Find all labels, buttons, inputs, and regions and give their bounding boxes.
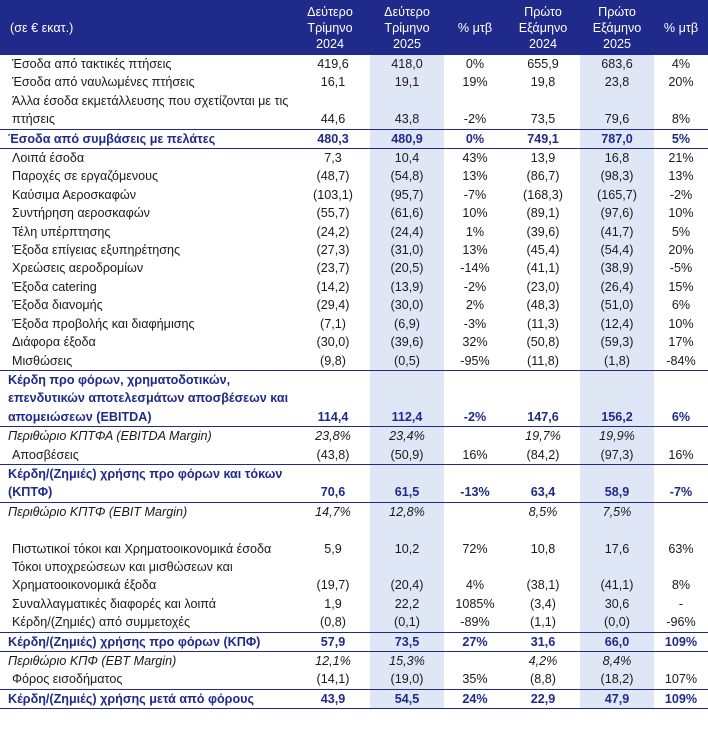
- table-row: [0, 502, 708, 521]
- cell-h-change: -: [678, 596, 684, 611]
- cell-q2-2024: 1,9: [324, 596, 342, 611]
- row-label: Περιθώριο ΚΠΤΦΑ (EBITDA Margin): [8, 429, 212, 444]
- table-row: [0, 223, 708, 241]
- cell-h1-2024: 655,9: [527, 57, 559, 71]
- cell-q2-2025: 73,5: [370, 632, 444, 651]
- cell-h-change: -84%: [666, 353, 696, 368]
- header-h1-2025: Πρώτο Εξάμηνο 2025: [580, 0, 654, 55]
- cell-q-change: 43%: [462, 151, 488, 166]
- cell-q2-2025: 19,1: [370, 73, 444, 91]
- cell-q-change: 0%: [444, 129, 506, 148]
- cell-q2-2024: (43,8): [316, 447, 350, 462]
- cell-h1-2024: 749,1: [506, 129, 580, 148]
- row-label: Περιθώριο ΚΠΦ (EBT Margin): [8, 653, 177, 668]
- cell-q2-2025: (39,6): [370, 333, 444, 351]
- cell-h-change: 63%: [668, 541, 694, 556]
- cell-q2-2024: 14,7%: [315, 504, 351, 519]
- cell-q-change: [444, 651, 506, 670]
- row-label: Έξοδα διανομής: [12, 298, 103, 313]
- cell-q2-2025: (19,0): [370, 670, 444, 689]
- cell-h-change: 21%: [668, 151, 694, 166]
- row-label: Περιθώριο ΚΠΤΦ (EBIT Margin): [8, 504, 188, 519]
- cell-h1-2024: (45,4): [526, 243, 560, 258]
- cell-q2-2025: (31,0): [370, 241, 444, 259]
- cell-q-change: -89%: [460, 615, 490, 630]
- cell-q2-2024: (55,7): [316, 206, 350, 221]
- cell-h1-2024: (48,3): [526, 298, 560, 313]
- cell-h1-2024: (84,2): [526, 447, 560, 462]
- table-row: [0, 149, 708, 168]
- cell-q-change: 32%: [462, 335, 488, 350]
- cell-h-change: [654, 502, 708, 521]
- cell-q-change: -2%: [444, 370, 506, 426]
- cell-h1-2024: (23,0): [526, 279, 560, 294]
- cell-q2-2024: 7,3: [324, 151, 342, 166]
- cell-q2-2025: (95,7): [370, 186, 444, 204]
- cell-q2-2024: (7,1): [320, 316, 346, 331]
- cell-q-change: 10%: [462, 206, 488, 221]
- cell-q2-2024: (29,4): [316, 298, 350, 313]
- cell-h1-2025: (0,0): [580, 613, 654, 632]
- cell-q2-2025: (0,1): [370, 613, 444, 632]
- cell-q2-2024: (19,7): [316, 578, 350, 593]
- cell-q2-2025: 112,4: [370, 370, 444, 426]
- cell-q-change: -13%: [444, 464, 506, 502]
- cell-q2-2024: (14,1): [316, 672, 350, 687]
- cell-q-change: 72%: [462, 541, 488, 556]
- cell-h1-2025: 79,6: [580, 92, 654, 129]
- cell-q2-2025: (30,0): [370, 296, 444, 314]
- table-row: [0, 186, 708, 204]
- cell-h-change: 107%: [664, 672, 698, 687]
- cell-q-change: -7%: [463, 187, 487, 202]
- cell-q2-2024: (0,8): [320, 615, 346, 630]
- cell-h1-2024: 10,8: [530, 541, 556, 556]
- cell-h1-2025: 23,8: [580, 73, 654, 91]
- table-row: [0, 427, 708, 446]
- cell-q2-2025: 61,5: [370, 464, 444, 502]
- cell-h-change: 13%: [668, 169, 694, 184]
- cell-h1-2025: (97,3): [580, 446, 654, 465]
- cell-h-change: -2%: [669, 187, 693, 202]
- cell-q2-2024: (30,0): [316, 335, 350, 350]
- table-row: [0, 73, 708, 91]
- row-label: Κέρδη προ φόρων, χρηματοδοτικών, επενδυτικών αποτελεσμάτων αποσβέσεων και απομειώσεων (EBITDA): [0, 370, 290, 426]
- cell-q-change: 19%: [462, 75, 488, 90]
- cell-h1-2025: (98,3): [580, 167, 654, 185]
- cell-h-change: [654, 651, 708, 670]
- cell-q-change: -95%: [460, 353, 490, 368]
- table-row: [0, 333, 708, 351]
- cell-h-change: 15%: [668, 279, 694, 294]
- cell-q-change: [444, 427, 506, 446]
- header-q2-2024: Δεύτερο Τρίμηνο 2024: [290, 0, 370, 55]
- cell-h1-2025: 30,6: [580, 595, 654, 613]
- cell-q2-2025: (54,8): [370, 167, 444, 185]
- cell-q-change: [444, 502, 506, 521]
- table-header-row: [0, 0, 708, 55]
- cell-q2-2025: (50,9): [370, 446, 444, 465]
- table-row: [0, 689, 708, 708]
- row-label: Συντήρηση αεροσκαφών: [12, 206, 150, 221]
- cell-h1-2025: 19,9%: [580, 427, 654, 446]
- cell-q2-2025: (6,9): [370, 315, 444, 333]
- cell-h1-2024: 31,6: [506, 632, 580, 651]
- cell-h-change: 16%: [668, 447, 694, 462]
- row-label: Κέρδη/(Ζημιές) χρήσης προ φόρων (ΚΠΦ): [0, 632, 290, 651]
- cell-q-change: -3%: [463, 316, 487, 331]
- cell-q-change: -2%: [463, 279, 487, 294]
- cell-q2-2025: 480,9: [370, 129, 444, 148]
- table-row: [0, 129, 708, 148]
- cell-h1-2025: (97,6): [580, 204, 654, 222]
- table-row: [0, 352, 708, 371]
- cell-q-change: 13%: [462, 169, 488, 184]
- cell-h-change: 20%: [668, 75, 694, 90]
- row-label: Παροχές σε εργαζόμενους: [12, 169, 159, 184]
- cell-h1-2025: (38,9): [580, 259, 654, 277]
- cell-q2-2024: (23,7): [316, 261, 350, 276]
- row-label: Τέλη υπέρπτησης: [12, 224, 111, 239]
- cell-h1-2025: (1,8): [580, 352, 654, 371]
- cell-q-change: 2%: [465, 298, 485, 313]
- cell-h1-2025: (51,0): [580, 296, 654, 314]
- cell-h-change: -96%: [666, 615, 696, 630]
- cell-h1-2024: 19,8: [530, 75, 556, 90]
- row-label: Άλλα έσοδα εκμετάλλευσης που σχετίζονται με τις πτήσεις: [12, 93, 289, 127]
- cell-h1-2024: 147,6: [506, 370, 580, 426]
- row-label: Έσοδα από συμβάσεις με πελάτες: [0, 129, 290, 148]
- cell-q2-2025: 12,8%: [370, 502, 444, 521]
- cell-q2-2024: (24,2): [316, 224, 350, 239]
- cell-h-change: 8%: [671, 578, 691, 593]
- cell-h-change: 8%: [671, 112, 691, 127]
- table-row: [0, 167, 708, 185]
- cell-h1-2024: 22,9: [506, 689, 580, 708]
- cell-h1-2025: (59,3): [580, 333, 654, 351]
- cell-q2-2024: 70,6: [290, 464, 370, 502]
- row-label: Μισθώσεις: [12, 353, 73, 368]
- cell-h1-2024: 19,7%: [525, 429, 561, 444]
- cell-h1-2024: (1,1): [530, 615, 556, 630]
- row-label: Έξοδα catering: [12, 279, 97, 294]
- cell-q-change: 1%: [465, 224, 485, 239]
- cell-h-change: 10%: [668, 316, 694, 331]
- cell-q-change: -2%: [463, 112, 487, 127]
- row-label: Φόρος εισοδήματος: [12, 672, 123, 687]
- table-body: [0, 55, 708, 709]
- cell-h1-2024: 73,5: [530, 112, 556, 127]
- cell-h1-2025: (18,2): [580, 670, 654, 689]
- cell-q-change: 27%: [444, 632, 506, 651]
- row-label: Έξοδα επίγειας εξυπηρέτησης: [12, 243, 181, 258]
- cell-q2-2025: (20,4): [370, 558, 444, 595]
- cell-h1-2025: 17,6: [580, 521, 654, 558]
- cell-h-change: [654, 427, 708, 446]
- row-label: Διάφορα έξοδα: [12, 335, 96, 350]
- table-row: [0, 241, 708, 259]
- cell-h1-2024: (3,4): [530, 596, 556, 611]
- table-row: [0, 278, 708, 296]
- table-row: [0, 632, 708, 651]
- cell-q-change: 13%: [462, 243, 488, 258]
- row-label: Χρεώσεις αεροδρομίων: [12, 261, 144, 276]
- table-row: [0, 613, 708, 632]
- cell-h1-2025: 787,0: [580, 129, 654, 148]
- cell-q2-2024: (48,7): [316, 169, 350, 184]
- row-label: Κέρδη/(Ζημιές) από συμμετοχές: [12, 615, 191, 630]
- cell-h1-2025: 683,6: [580, 55, 654, 73]
- table-row: [0, 370, 708, 426]
- row-label: Κέρδη/(Ζημιές) χρήσης προ φόρων και τόκων (ΚΠΤΦ): [0, 464, 290, 502]
- cell-h1-2024: (168,3): [523, 187, 563, 202]
- cell-h1-2024: 13,9: [530, 151, 556, 166]
- cell-q2-2024: 16,1: [320, 75, 346, 90]
- table-row: [0, 92, 708, 129]
- cell-h1-2025: 8,4%: [580, 651, 654, 670]
- header-q2-2025: Δεύτερο Τρίμηνο 2025: [370, 0, 444, 55]
- cell-h1-2024: (41,1): [526, 261, 560, 276]
- cell-h1-2025: 58,9: [580, 464, 654, 502]
- cell-q-change: 0%: [465, 57, 485, 71]
- cell-h1-2025: (165,7): [580, 186, 654, 204]
- cell-h1-2025: 7,5%: [580, 502, 654, 521]
- table-row: [0, 296, 708, 314]
- cell-h1-2024: 4,2%: [528, 653, 558, 668]
- cell-q2-2025: (61,6): [370, 204, 444, 222]
- table-row: [0, 204, 708, 222]
- cell-h1-2024: 8,5%: [528, 504, 558, 519]
- cell-q-change: 35%: [462, 672, 488, 687]
- table-row: [0, 446, 708, 465]
- cell-q2-2025: (20,5): [370, 259, 444, 277]
- cell-h1-2024: 63,4: [506, 464, 580, 502]
- row-label: Έξοδα προβολής και διαφήμισης: [12, 316, 195, 331]
- table-row: [0, 315, 708, 333]
- cell-q2-2025: 54,5: [370, 689, 444, 708]
- row-label: Τόκοι υποχρεώσεων και μισθώσεων και Χρηματοοικονομικά έξοδα: [12, 559, 233, 593]
- cell-h-change: 6%: [671, 298, 691, 313]
- cell-h-change: 5%: [671, 224, 691, 239]
- cell-q2-2024: 43,9: [290, 689, 370, 708]
- cell-h-change: 109%: [654, 689, 708, 708]
- cell-h1-2024: (8,8): [530, 672, 556, 687]
- cell-h1-2025: 16,8: [580, 149, 654, 168]
- table-row: [0, 558, 708, 595]
- header-h1-2024: Πρώτο Εξάμηνο 2024: [506, 0, 580, 55]
- cell-q2-2024: (27,3): [316, 243, 350, 258]
- cell-q2-2024: (14,2): [316, 279, 350, 294]
- cell-q2-2024: 57,9: [290, 632, 370, 651]
- cell-q2-2025: 43,8: [370, 92, 444, 129]
- cell-q-change: 1085%: [455, 596, 495, 611]
- cell-h1-2025: (54,4): [580, 241, 654, 259]
- cell-q2-2024: 419,6: [317, 57, 349, 71]
- cell-h1-2024: (11,3): [527, 316, 559, 331]
- row-label: Έσοδα από ναυλωμένες πτήσεις: [12, 75, 195, 90]
- row-label: Αποσβέσεις: [12, 447, 79, 462]
- cell-q2-2024: (103,1): [313, 187, 353, 202]
- cell-q2-2025: 15,3%: [370, 651, 444, 670]
- cell-h1-2025: 66,0: [580, 632, 654, 651]
- cell-h1-2025: 47,9: [580, 689, 654, 708]
- table-row: [0, 55, 708, 73]
- cell-h-change: 17%: [668, 335, 694, 350]
- cell-h1-2024: (38,1): [526, 578, 560, 593]
- cell-q2-2025: (0,5): [370, 352, 444, 371]
- table-row: [0, 595, 708, 613]
- cell-q-change: 16%: [462, 447, 488, 462]
- row-label: Πιστωτικοί τόκοι και Χρηματοοικονομικά έσοδα: [12, 541, 272, 556]
- cell-q2-2025: 10,4: [370, 149, 444, 168]
- row-label: Κέρδη/(Ζημιές) χρήσης μετά από φόρους: [0, 689, 290, 708]
- cell-q2-2025: 23,4%: [370, 427, 444, 446]
- cell-h1-2024: (86,7): [526, 169, 560, 184]
- table-row: [0, 464, 708, 502]
- cell-h1-2024: (11,8): [527, 353, 559, 368]
- table-row: [0, 521, 708, 558]
- header-units-label: (σε € εκατ.): [0, 0, 290, 55]
- cell-q2-2024: 44,6: [320, 112, 346, 127]
- row-label: Καύσιμα Αεροσκαφών: [12, 187, 136, 202]
- row-label: Λοιπά έσοδα: [12, 151, 85, 166]
- cell-h-change: 20%: [668, 243, 694, 258]
- cell-h1-2025: (41,1): [580, 558, 654, 595]
- cell-q-change: 24%: [444, 689, 506, 708]
- cell-h1-2025: (41,7): [580, 223, 654, 241]
- cell-q2-2024: 12,1%: [315, 653, 351, 668]
- cell-q2-2025: 22,2: [370, 595, 444, 613]
- cell-q-change: 4%: [465, 578, 485, 593]
- cell-h-change: -7%: [654, 464, 708, 502]
- cell-h1-2025: 156,2: [580, 370, 654, 426]
- table-row: [0, 651, 708, 670]
- cell-h-change: 10%: [668, 206, 694, 221]
- table-row: [0, 670, 708, 689]
- cell-h1-2024: (89,1): [526, 206, 560, 221]
- cell-h-change: -5%: [669, 261, 693, 276]
- cell-q2-2025: 10,2: [370, 521, 444, 558]
- cell-q2-2024: 23,8%: [315, 429, 351, 444]
- cell-h-change: 109%: [654, 632, 708, 651]
- cell-q2-2024: 5,9: [324, 541, 342, 556]
- cell-q-change: -14%: [460, 261, 490, 276]
- header-q-change: % μτβ: [444, 0, 506, 55]
- cell-h1-2025: (12,4): [580, 315, 654, 333]
- cell-q2-2025: (13,9): [370, 278, 444, 296]
- cell-q2-2024: (9,8): [320, 353, 346, 368]
- cell-q2-2024: 480,3: [290, 129, 370, 148]
- cell-h-change: 6%: [654, 370, 708, 426]
- cell-q2-2025: (24,4): [370, 223, 444, 241]
- cell-q2-2024: 114,4: [290, 370, 370, 426]
- row-label: Έσοδα από τακτικές πτήσεις: [12, 57, 172, 71]
- row-label: Συναλλαγματικές διαφορές και λοιπά: [12, 596, 217, 611]
- cell-h1-2024: (39,6): [526, 224, 560, 239]
- cell-h-change: 5%: [654, 129, 708, 148]
- cell-q2-2025: 418,0: [370, 55, 444, 73]
- header-h-change: % μτβ: [654, 0, 708, 55]
- cell-h1-2025: (26,4): [580, 278, 654, 296]
- cell-h1-2024: (50,8): [526, 335, 560, 350]
- table-row: [0, 259, 708, 277]
- cell-h-change: 4%: [671, 57, 691, 71]
